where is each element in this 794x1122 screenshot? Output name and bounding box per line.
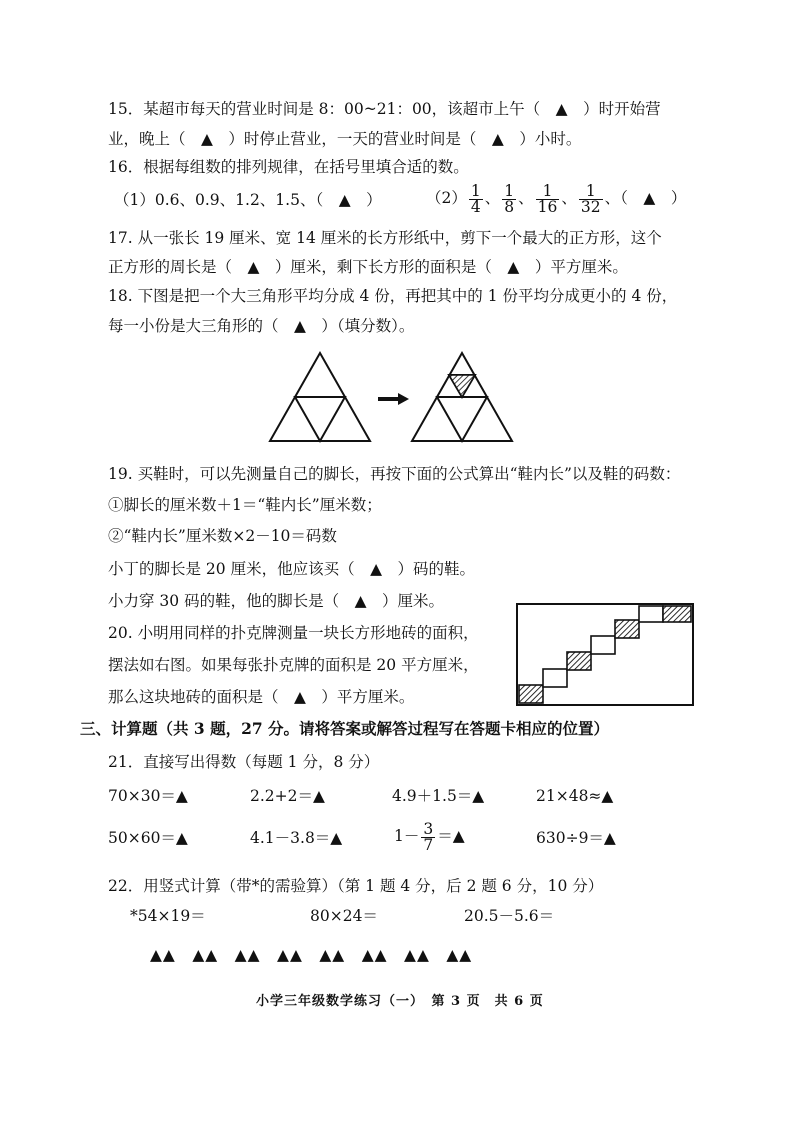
fraction-3-7: $\frac{3}{7}$ [423, 819, 434, 854]
q19-line1: 19. 买鞋时，可以先测量自己的脚长，再按下面的公式算出“鞋内长”以及鞋的码数： [108, 465, 681, 483]
q21-stem: 21．直接写出得数（每题 1 分，8 分） [108, 753, 380, 771]
section-3-heading: 三、计算题（共 3 题，27 分。请将答案或解答过程写在答题卡相应的位置） [80, 719, 610, 738]
separator: 、 [484, 189, 501, 207]
arrow-icon [378, 393, 409, 405]
separator: 、 [604, 189, 621, 207]
q18-line1: 18. 下图是把一个大三角形平均分成 4 份，再把其中的 1 份平均分成更小的 4 份， [108, 287, 678, 305]
shaded-small-triangle [449, 375, 475, 397]
q19-line4: 小丁的脚长是 20 厘米，他应该买（ ▲ ）码的鞋。 [108, 560, 475, 578]
q20-line1: 20. 小明用同样的扑克牌测量一块长方形地砖的面积， [108, 624, 479, 642]
q17-line1: 17. 从一张长 19 厘米、宽 14 厘米的长方形纸中，剪下一个最大的正方形，这个 [108, 229, 662, 247]
fraction-1: $\frac{1}{4}$ [470, 181, 481, 216]
q22-item-3: 20.5－5.6＝ [464, 907, 555, 925]
q17-line2: 正方形的周长是（ ▲ ）厘米，剩下长方形的面积是（ ▲ ）平方厘米。 [108, 258, 628, 276]
answer-triangle-marks: ▲▲ ▲▲ ▲▲ ▲▲ ▲▲ ▲▲ ▲▲ ▲▲ [150, 946, 473, 964]
q15-line1: 15．某超市每天的营业时间是 8：00~21：00，该超市上午（ ▲ ）时开始营 [108, 100, 661, 118]
fraction-2: $\frac{1}{8}$ [504, 181, 515, 216]
page-footer: 小学三年级数学练习（一） 第 3 页 共 6 页 [256, 994, 544, 1009]
q20-line3: 那么这块地砖的面积是（ ▲ ）平方厘米。 [108, 688, 415, 706]
q16-part2 [426, 178, 686, 218]
tile-cards-figure [516, 603, 696, 707]
q22-item-1: *54×19＝ [130, 907, 206, 925]
q19-line3: ②“鞋内长”厘米数×2－10＝码数 [108, 527, 337, 545]
q21-item-5: 50×60＝▲ [108, 829, 188, 847]
q21-item-1: 70×30＝▲ [108, 787, 188, 805]
q15-line2: 业，晚上（ ▲ ）时停止营业，一天的营业时间是（ ▲ ）小时。 [108, 130, 582, 148]
q21-item-6: 4.1－3.8＝▲ [250, 829, 343, 847]
q16-part2-blank: （ ▲ ） [620, 189, 687, 207]
triangle-division-figure [0, 340, 794, 460]
q19-line2: ①脚长的厘米数＋1＝“鞋内长”厘米数； [108, 496, 382, 514]
q22-stem: 22．用竖式计算（带*的需验算）（第 1 题 4 分，后 2 题 6 分，10 分） [108, 877, 604, 895]
q21-item-7: 1－ $\frac{3}{7}$ ＝▲ [394, 819, 465, 854]
q16-part2-label: （2） [426, 189, 467, 207]
q21-item-8: 630÷9＝▲ [536, 829, 616, 847]
separator: 、 [561, 189, 577, 207]
separator: 、 [518, 189, 534, 207]
q16-part1: （1）0.6、0.9、1.2、1.5、（ ▲ ） [114, 191, 382, 209]
fraction-3: $\frac{1}{16}$ [537, 181, 558, 216]
q16-stem: 16．根据每组数的排列规律，在括号里填合适的数。 [108, 158, 469, 176]
fraction-4: $\frac{1}{32}$ [580, 181, 601, 216]
q18-line2: 每一小份是大三角形的（ ▲ ）（填分数）。 [108, 317, 415, 335]
q22-item-2: 80×24＝ [310, 907, 378, 925]
q21-item-2: 2.2+2＝▲ [250, 787, 325, 805]
q20-line2: 摆法如右图。如果每张扑克牌的面积是 20 平方厘米， [108, 656, 479, 674]
big-triangle-divided [270, 353, 370, 441]
big-triangle-subdivided [412, 353, 512, 441]
q21-item-3: 4.9＋1.5＝▲ [392, 787, 485, 805]
q19-line5: 小力穿 30 码的鞋，他的脚长是（ ▲ ）厘米。 [108, 592, 444, 610]
q21-item-4: 21×48≈▲ [536, 787, 614, 805]
